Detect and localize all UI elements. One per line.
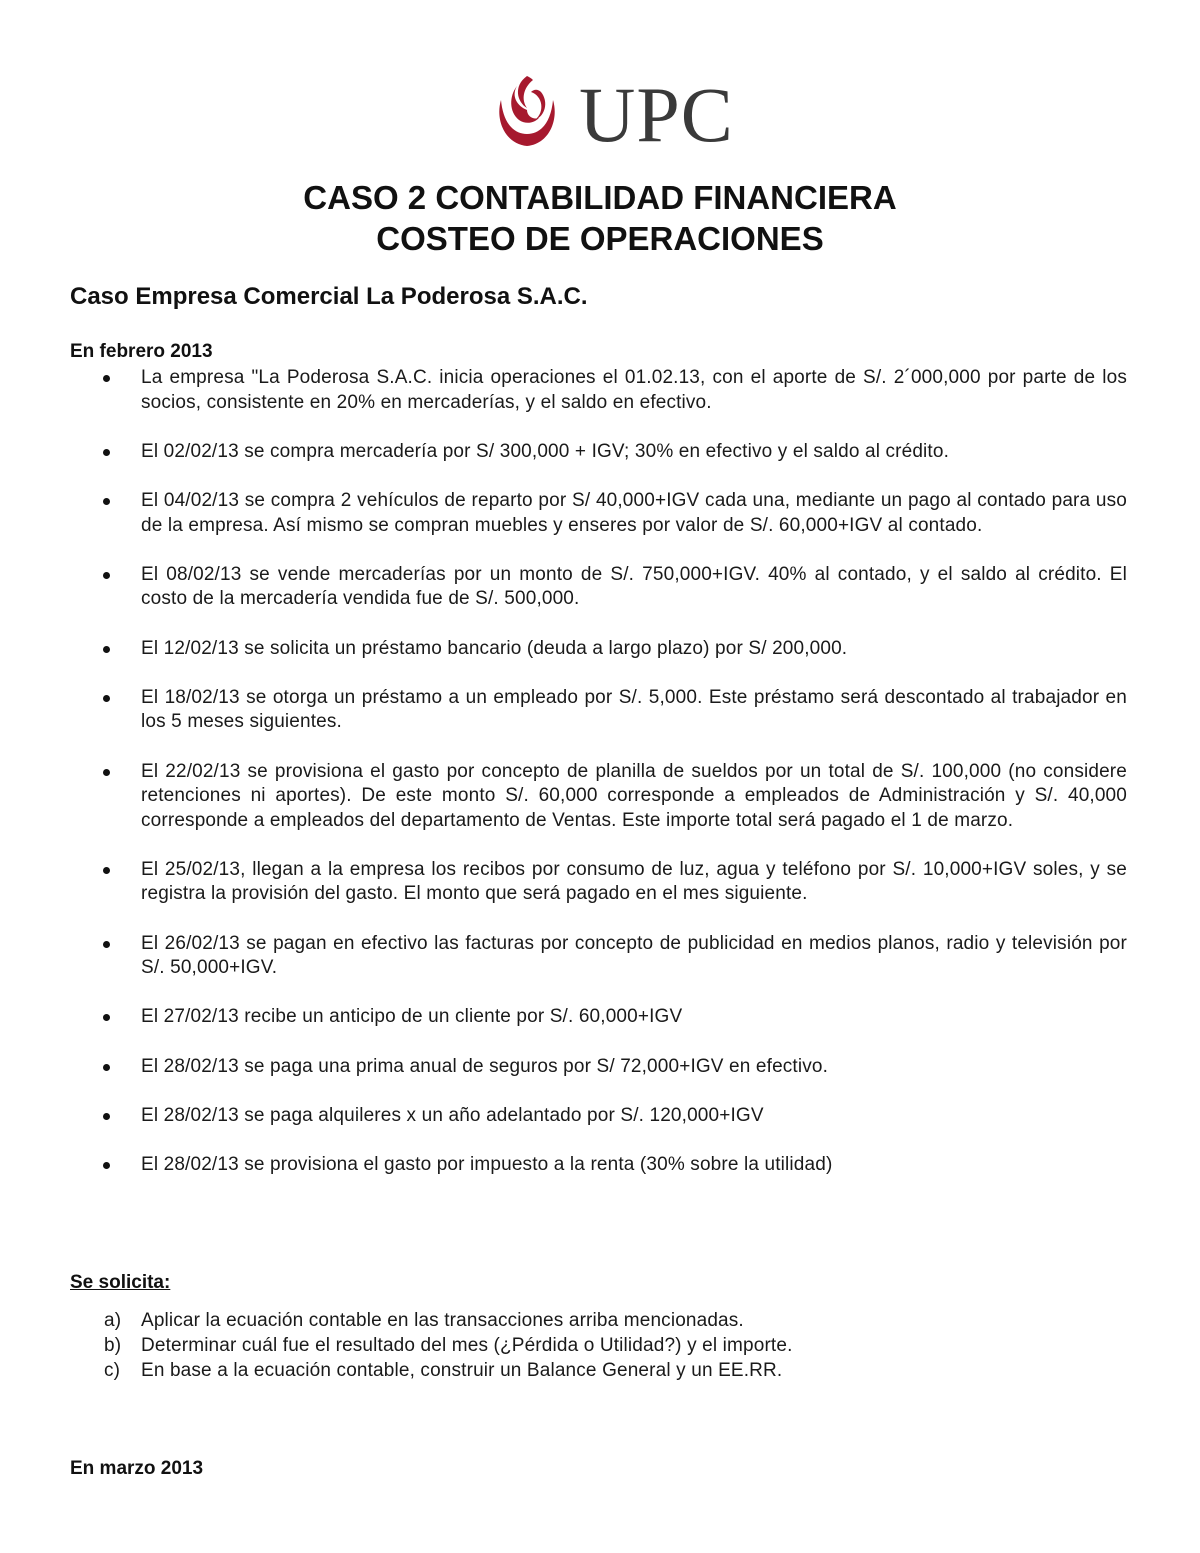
upc-flame-icon (487, 72, 567, 152)
bullet-icon (103, 375, 110, 382)
bullet-icon (103, 1014, 110, 1021)
list-item: El 27/02/13 recibe un anticipo de un cliente por S/. 60,000+IGV (0, 1005, 1200, 1030)
requests-list (0, 1308, 1200, 1383)
bullet-icon (103, 646, 110, 653)
list-item: El 25/02/13, llegan a la empresa los recibos por consumo de luz, agua y teléfono por S/. 10,000+IGV soles, y se registra la provisión del gasto. El monto que será pagado en el mes siguiente. (0, 858, 1200, 907)
bullet-icon (103, 769, 110, 776)
list-item: El 22/02/13 se provisiona el gasto por concepto de planilla de sueldos por un total de S/. 100,000 (no considere retenciones ni aportes). De este monto S/. 60,000 corresponde a empleados de Administración y S/. 40,000 corresponde a empleados del departamento de Ventas. Este importe total será pagado el 1 de marzo. (0, 760, 1200, 834)
list-item: El 02/02/13 se compra mercadería por S/ 300,000 + IGV; 30% en efectivo y el saldo al crédito. (0, 440, 1200, 465)
list-item: El 18/02/13 se otorga un préstamo a un empleado por S/. 5,000. Este préstamo será descontado al trabajador en los 5 meses siguientes. (0, 686, 1200, 735)
period-heading-february: En febrero 2013 (70, 341, 213, 362)
bullet-icon (103, 695, 110, 702)
list-item: El 04/02/13 se compra 2 vehículos de reparto por S/ 40,000+IGV cada una, mediante un pago al contado para uso de la empresa. Así mismo se compran muebles y enseres por valor de S/. 60,000+IGV al contado. (0, 489, 1200, 538)
bullet-icon (103, 498, 110, 505)
bullet-icon (103, 572, 110, 579)
list-item: El 28/02/13 se provisiona el gasto por impuesto a la renta (30% sobre la utilidad) (0, 1153, 1200, 1178)
list-item: El 08/02/13 se vende mercaderías por un monto de S/. 750,000+IGV. 40% al contado, y el saldo al crédito. El costo de la mercadería vendida fue de S/. 500,000. (0, 563, 1200, 612)
list-item: c) En base a la ecuación contable, construir un Balance General y un EE.RR. (104, 1360, 783, 1381)
list-item: El 12/02/13 se solicita un préstamo bancario (deuda a largo plazo) por S/ 200,000. (0, 637, 1200, 662)
list-item: El 26/02/13 se pagan en efectivo las facturas por concepto de publicidad en medios planos, radio y televisión por S/. 50,000+IGV. (0, 932, 1200, 981)
upc-logo (487, 71, 737, 158)
list-item: El 28/02/13 se paga alquileres x un año adelantado por S/. 120,000+IGV (0, 1104, 1200, 1129)
bullet-icon (103, 867, 110, 874)
list-item: b) Determinar cuál fue el resultado del mes (¿Pérdida o Utilidad?) y el importe. (104, 1335, 793, 1356)
list-item: a) Aplicar la ecuación contable en las transacciones arriba mencionadas. (104, 1310, 744, 1331)
requests-heading: Se solicita: (70, 1272, 171, 1293)
period-heading-march: En marzo 2013 (70, 1458, 204, 1479)
bullet-icon (103, 941, 110, 948)
case-title: Caso Empresa Comercial La Poderosa S.A.C. (70, 283, 588, 310)
bullet-icon (103, 1162, 110, 1169)
bullet-icon (103, 449, 110, 456)
document-title-line1: CASO 2 CONTABILIDAD FINANCIERA (303, 179, 897, 216)
list-item: La empresa "La Poderosa S.A.C. inicia operaciones el 01.02.13, con el aporte de S/. 2´000,000 por parte de los socios, consistente en 20% en mercaderías, y el saldo en efectivo. (0, 366, 1200, 415)
list-item: El 28/02/13 se paga una prima anual de seguros por S/ 72,000+IGV en efectivo. (0, 1055, 1200, 1080)
transactions-list (0, 366, 1200, 1202)
upc-logo-text: UPC (579, 71, 734, 158)
bullet-icon (103, 1064, 110, 1071)
document-title-line2: COSTEO DE OPERACIONES (376, 220, 824, 257)
bullet-icon (103, 1113, 110, 1120)
